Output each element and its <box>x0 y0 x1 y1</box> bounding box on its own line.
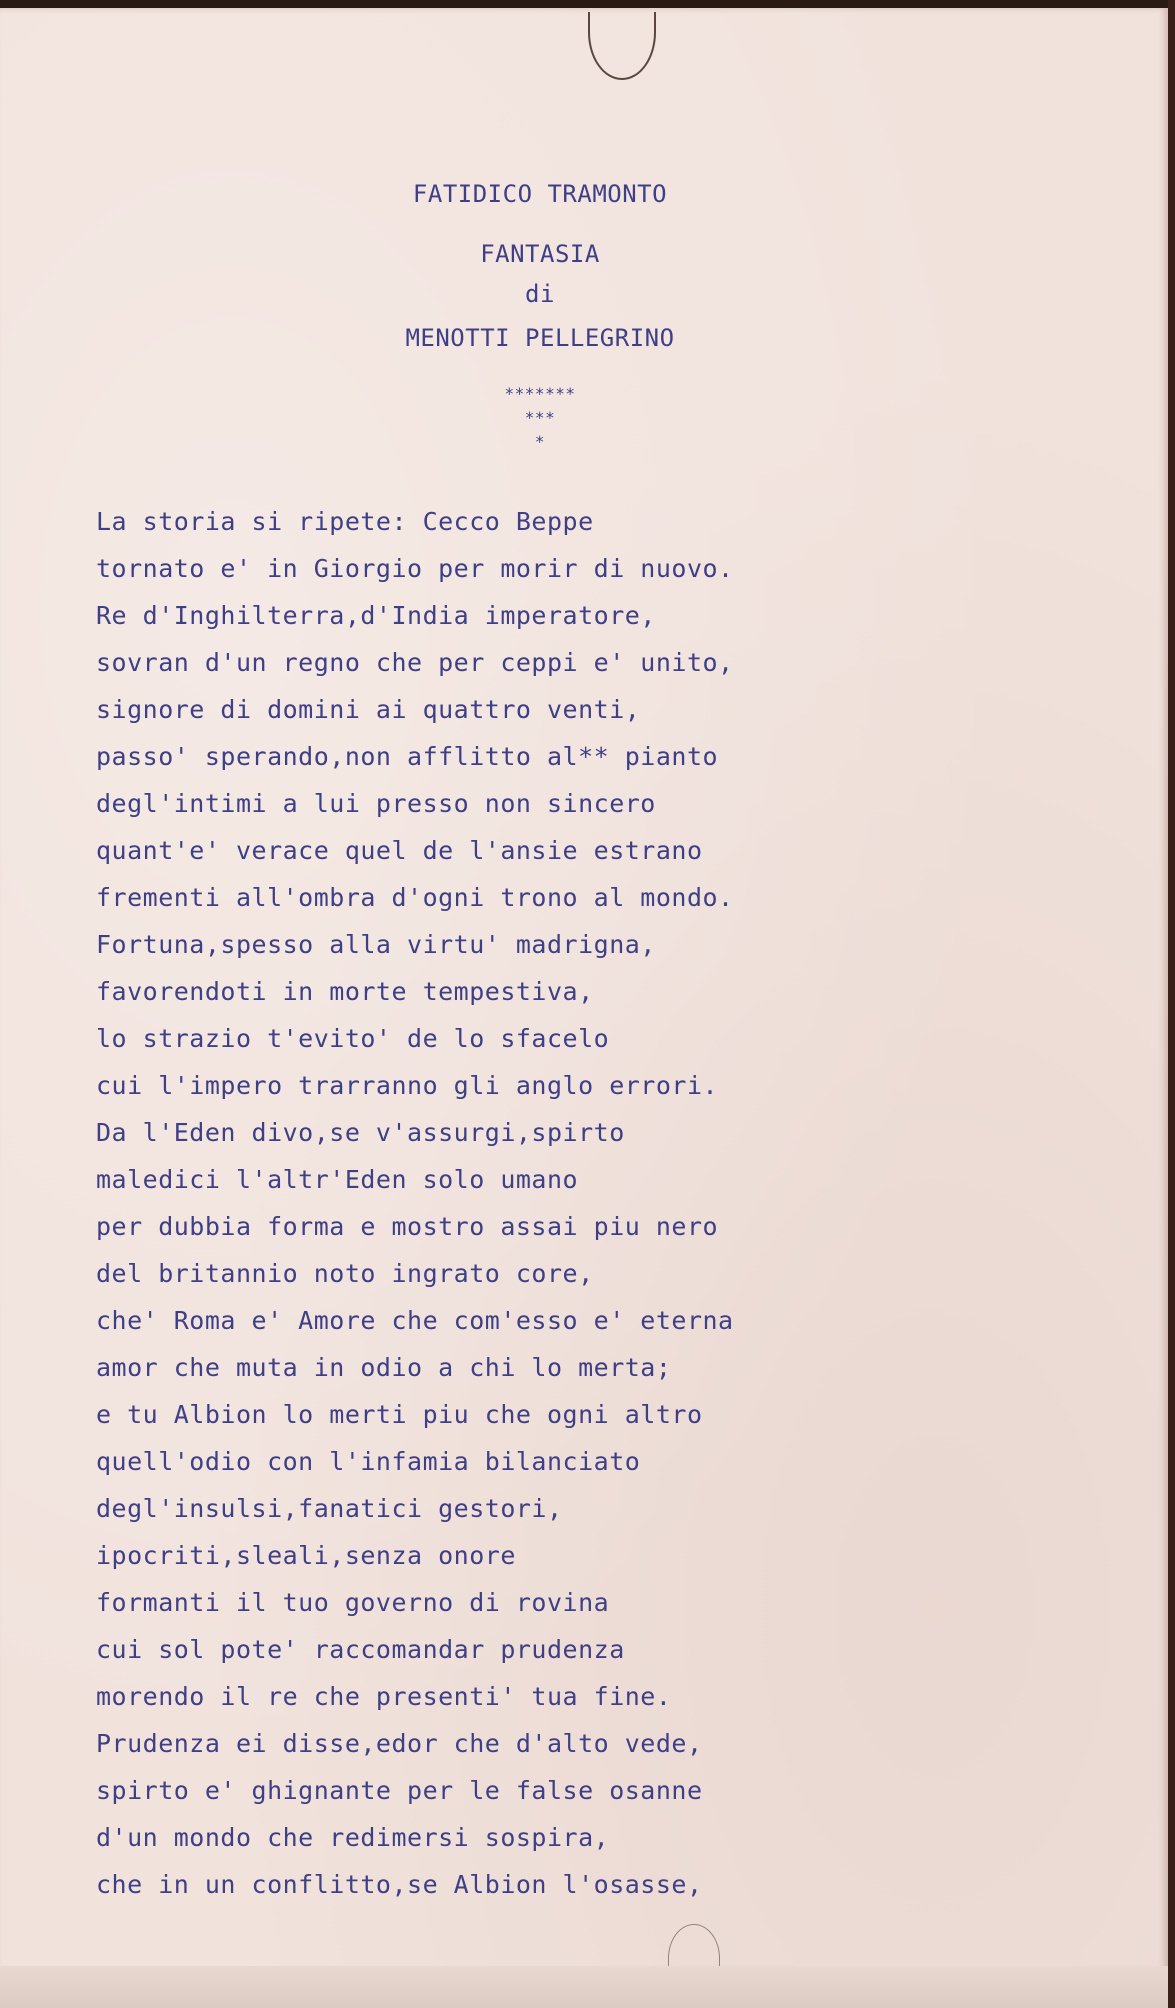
poem-line: favorendoti in morte tempestiva, <box>96 977 594 1006</box>
poem-line: maledici l'altr'Eden solo umano <box>96 1165 579 1194</box>
poem-line: cui sol pote' raccomandar prudenza <box>96 1635 625 1664</box>
poem-line: Da l'Eden divo,se v'assurgi,spirto <box>96 1118 625 1147</box>
poem-line: Prudenza ei disse,edor che d'alto vede, <box>96 1729 703 1758</box>
document-title: FATIDICO TRAMONTO <box>412 180 668 208</box>
document-subtitle: FANTASIA <box>480 240 600 268</box>
poem-line: morendo il re che presenti' tua fine. <box>96 1682 672 1711</box>
poem-line: cui l'impero trarranno gli anglo errori. <box>96 1071 719 1100</box>
poem-line: d'un mondo che redimersi sospira, <box>96 1823 610 1852</box>
poem-line: tornato e' in Giorgio per morir di nuovo. <box>96 554 734 583</box>
poem-line: amor che muta in odio a chi lo merta; <box>96 1353 672 1382</box>
poem-line: spirto e' ghignante per le false osanne <box>96 1776 703 1805</box>
poem-line: che' Roma e' Amore che com'esso e' eterna <box>96 1306 734 1335</box>
poem-line: degl'insulsi,fanatici gestori, <box>96 1494 563 1523</box>
poem-line: lo strazio t'evito' de lo sfacelo <box>96 1024 610 1053</box>
paper-sheet <box>0 8 1168 2008</box>
poem-line: ipocriti,sleali,senza onore <box>96 1541 516 1570</box>
poem-line: sovran d'un regno che per ceppi e' unito, <box>96 648 734 677</box>
poem-line: quant'e' verace quel de l'ansie estrano <box>96 836 703 865</box>
poem-line: passo' sperando,non afflitto al** pianto <box>96 742 719 771</box>
poem-line: formanti il tuo governo di rovina <box>96 1588 610 1617</box>
poem-line: per dubbia forma e mostro assai piu nero <box>96 1212 719 1241</box>
poem-line: che in un conflitto,se Albion l'osasse, <box>96 1870 703 1899</box>
poem-line: degl'intimi a lui presso non sincero <box>96 789 656 818</box>
author-preposition: di <box>525 280 555 308</box>
ornament-stars-row: * <box>534 432 546 451</box>
sheet-bottom-edge <box>0 1966 1168 2008</box>
ornament-stars-row: ******* <box>504 384 576 403</box>
poem-body <box>96 498 1096 1908</box>
poem-line: Fortuna,spesso alla virtu' madrigna, <box>96 930 656 959</box>
poem-line: del britannio noto ingrato core, <box>96 1259 594 1288</box>
poem-line: quell'odio con l'infamia bilanciato <box>96 1447 641 1476</box>
poem-line: frementi all'ombra d'ogni trono al mondo. <box>96 883 734 912</box>
document-author: MENOTTI PELLEGRINO <box>405 324 675 352</box>
poem-line: signore di domini ai quattro venti, <box>96 695 641 724</box>
poem-line: Re d'Inghilterra,d'India imperatore, <box>96 601 656 630</box>
ornament-stars-row: *** <box>524 408 556 427</box>
background-edge <box>1168 0 1175 2008</box>
punch-hole-top <box>588 12 656 80</box>
poem-line: La storia si ripete: Cecco Beppe <box>96 507 594 536</box>
poem-line: e tu Albion lo merti piu che ogni altro <box>96 1400 703 1429</box>
